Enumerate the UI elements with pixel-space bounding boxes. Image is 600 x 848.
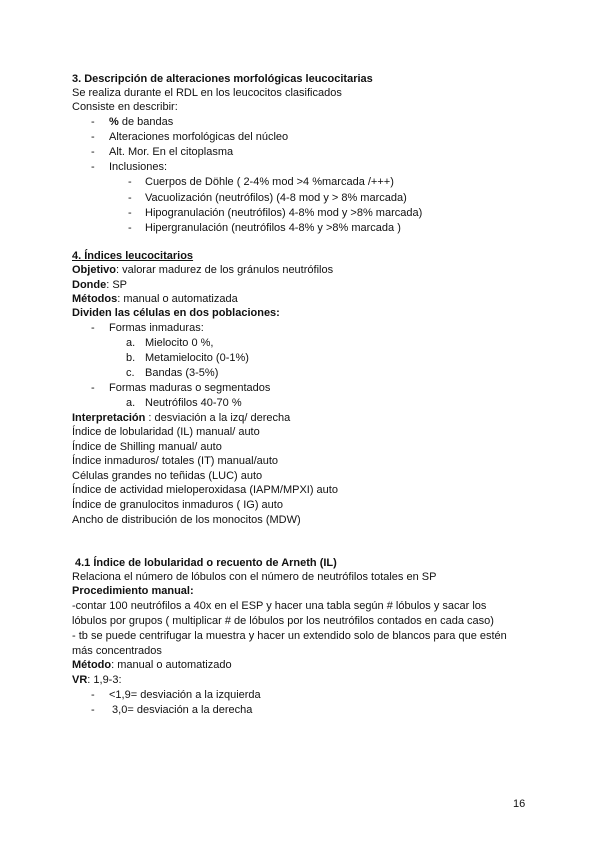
list-item-nucleo: Alteraciones morfológicas del núcleo (109, 131, 289, 143)
procedimiento-line: lóbulos por grupos ( multiplicar # de lóbulos por los neutrófilos contados en cada caso) (72, 615, 494, 627)
index-line: Índice inmaduros/ totales (IT) manual/auto (72, 455, 279, 467)
interpretacion-line (72, 411, 290, 425)
metodo-line (72, 658, 232, 672)
bullet-dash: - (91, 161, 95, 173)
metodos-text: : manual o automatizada (117, 293, 238, 305)
bullet-dash: - (91, 689, 95, 701)
list-item-bandas (109, 115, 173, 129)
donde-line (72, 278, 127, 292)
section3-heading: 3. Descripción de alteraciones morfológicas leucocitarias (72, 73, 373, 85)
bullet-dash: - (91, 382, 95, 394)
sub-item-neutrofilos: Neutrófilos 40-70 % (145, 397, 242, 409)
sub-item-dohle: Cuerpos de Döhle ( 2-4% mod >4 %marcada /+++) (145, 176, 394, 188)
procedimiento-line: más concentrados (72, 645, 162, 657)
section3-intro-1: Se realiza durante el RDL en los leucocitos clasificados (72, 87, 342, 99)
donde-text: : SP (106, 279, 128, 291)
procedimiento-label: Procedimiento manual: (72, 585, 194, 597)
interpretacion-text: : desviación a la izq/ derecha (145, 412, 291, 424)
index-line: Ancho de distribución de los monocitos (MDW) (72, 514, 301, 526)
vr-item-derecha: 3,0= desviación a la derecha (109, 704, 253, 716)
vr-item-izquierda: <1,9= desviación a la izquierda (109, 689, 261, 701)
vr-label: VR (72, 674, 88, 686)
sub-item-vacuolizacion: Vacuolización (neutrófilos) (4-8 mod y > 8% marcada) (145, 192, 407, 204)
sub-item-hipogranulacion: Hipogranulación (neutrófilos) 4-8% mod y >8% marcada) (145, 207, 423, 219)
metodo-label: Método (72, 659, 112, 671)
list-item-maduras: Formas maduras o segmentados (109, 382, 271, 394)
metodo-text: : manual o automatizado (111, 659, 232, 671)
metodos-line (72, 292, 238, 306)
objetivo-line (72, 263, 333, 277)
index-line: Células grandes no teñidas (LUC) auto (72, 470, 263, 482)
sub-item-metamielocito: Metamielocito (0-1%) (145, 352, 249, 364)
page-number: 16 (513, 798, 526, 810)
bandas-text: de bandas (118, 116, 174, 128)
section3-intro-2: Consiste en describir: (72, 101, 178, 113)
bullet-dash: - (91, 131, 95, 143)
sub-item-bandas: Bandas (3-5%) (145, 367, 219, 379)
section41-heading: 4.1 Índice de lobularidad o recuento de Arneth (IL) (75, 557, 337, 569)
index-line: Índice de lobularidad (IL) manual/ auto (72, 426, 260, 438)
index-line: Índice de Shilling manual/ auto (72, 441, 222, 453)
sub-item-hipergranulacion: Hipergranulación (neutrófilos 4-8% y >8% marcada ) (145, 222, 401, 234)
section41-intro: Relaciona el número de lóbulos con el número de neutrófilos totales en SP (72, 571, 437, 583)
marker-b: b. (126, 352, 136, 364)
dividen-line: Dividen las células en dos poblaciones: (72, 307, 280, 319)
donde-label: Donde (72, 279, 107, 291)
marker-a: a. (126, 337, 136, 349)
sub-bullet-dash: - (128, 207, 132, 219)
procedimiento-line: -contar 100 neutrófilos a 40x en el ESP y hacer una tabla según # lóbulos y sacar los (72, 600, 487, 612)
marker-c: c. (126, 367, 135, 379)
interpretacion-label: Interpretación (72, 412, 146, 424)
list-item-citoplasma: Alt. Mor. En el citoplasma (109, 146, 234, 158)
metodos-label: Métodos (72, 293, 118, 305)
procedimiento-line: - tb se puede centrifugar la muestra y hacer un extendido solo de blancos para que estén (72, 630, 507, 642)
objetivo-text: : valorar madurez de los gránulos neutrófilos (116, 264, 334, 276)
section4-heading: 4. Índices leucocitarios (72, 250, 194, 262)
list-item-inmaduras: Formas inmaduras: (109, 322, 204, 334)
sub-bullet-dash: - (128, 222, 132, 234)
sub-item-mielocito: Mielocito 0 %, (145, 337, 214, 349)
bullet-dash: - (91, 704, 95, 716)
index-line: Índice de actividad mieloperoxidasa (IAPM/MPXI) auto (72, 484, 338, 496)
bullet-dash: - (91, 322, 95, 334)
bullet-dash: - (91, 116, 95, 128)
percent-sign: % (109, 116, 119, 128)
marker-a: a. (126, 397, 136, 409)
sub-bullet-dash: - (128, 192, 132, 204)
vr-line (72, 673, 122, 687)
list-item-inclusiones: Inclusiones: (109, 161, 168, 173)
bullet-dash: - (91, 146, 95, 158)
objetivo-label: Objetivo (72, 264, 117, 276)
index-line: Índice de granulocitos inmaduros ( IG) auto (72, 499, 283, 511)
vr-text: : 1,9-3: (87, 674, 122, 686)
sub-bullet-dash: - (128, 176, 132, 188)
